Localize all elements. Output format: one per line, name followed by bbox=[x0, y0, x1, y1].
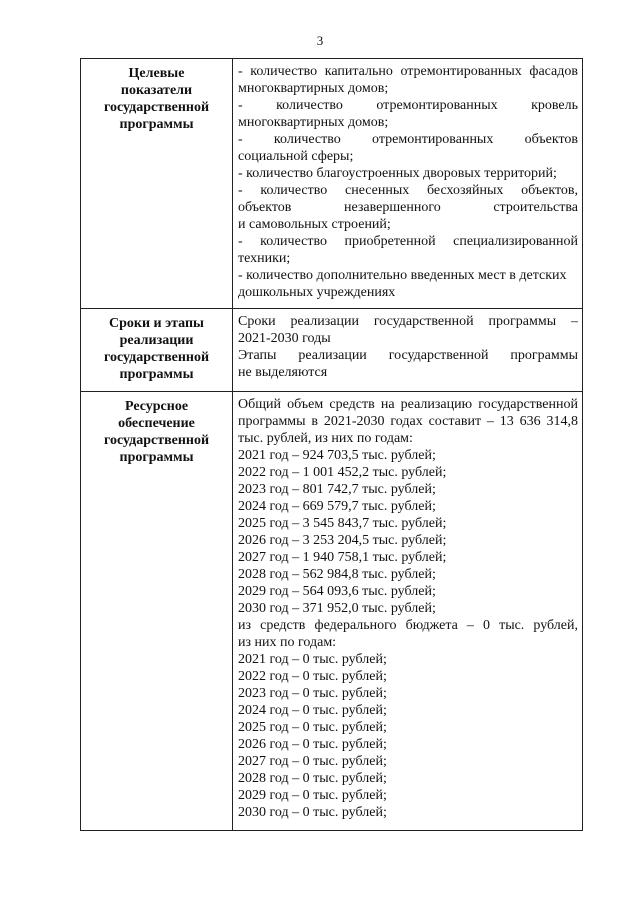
label-line: государственной bbox=[103, 433, 210, 448]
text-line: 2027 год – 1 940 758,1 тыс. рублей; bbox=[238, 550, 447, 565]
text-line: 2025 год – 0 тыс. рублей; bbox=[238, 720, 387, 735]
label-line: обеспечение bbox=[118, 416, 195, 431]
text-line: 2026 год – 0 тыс. рублей; bbox=[238, 737, 387, 752]
text-line: 2029 год – 0 тыс. рублей; bbox=[238, 788, 387, 803]
table-row-terms-stages bbox=[81, 309, 583, 392]
text-line: 2023 год – 0 тыс. рублей; bbox=[238, 686, 387, 701]
text-line: - количество капитально отремонтированных фасадов bbox=[238, 64, 578, 79]
text-line: 2027 год – 0 тыс. рублей; bbox=[238, 754, 387, 769]
row-label bbox=[81, 392, 233, 831]
text-line: 2028 год – 562 984,8 тыс. рублей; bbox=[238, 567, 436, 582]
text-line: не выделяются bbox=[238, 365, 328, 380]
label-line: программы bbox=[119, 450, 194, 465]
text-line: из средств федерального бюджета – 0 тыс. рублей, bbox=[238, 618, 578, 633]
text-line: - количество приобретенной специализированной bbox=[238, 234, 578, 249]
text-line: - количество отремонтированных кровель bbox=[238, 98, 578, 113]
label-line: Ресурсное bbox=[124, 399, 189, 414]
text-line: 2030 год – 0 тыс. рублей; bbox=[238, 805, 387, 820]
text-line: из них по годам: bbox=[238, 635, 337, 650]
table-row-resource-support bbox=[81, 392, 583, 831]
text-line: - количество благоустроенных дворовых территорий; bbox=[238, 166, 557, 181]
text-line: Общий объем средств на реализацию государственной bbox=[238, 397, 578, 412]
text-line: многоквартирных домов; bbox=[238, 115, 389, 130]
text-line: - количество отремонтированных объектов bbox=[238, 132, 578, 147]
label-line: показатели bbox=[120, 83, 193, 98]
text-line: программы в 2021-2030 годах составит – 13 636 314,8 bbox=[238, 414, 578, 429]
text-line: тыс. рублей, из них по годам: bbox=[238, 431, 413, 446]
text-line: 2030 год – 371 952,0 тыс. рублей; bbox=[238, 601, 436, 616]
text-line: - количество снесенных бесхозяйных объектов, bbox=[238, 183, 578, 198]
label-line: Целевые bbox=[128, 66, 185, 81]
program-passport-table bbox=[80, 58, 583, 831]
table-row-target-indicators bbox=[81, 59, 583, 309]
text-line: 2022 год – 0 тыс. рублей; bbox=[238, 669, 387, 684]
text-line: многоквартирных домов; bbox=[238, 81, 389, 96]
text-line: социальной сферы; bbox=[238, 149, 354, 164]
text-line: 2022 год – 1 001 452,2 тыс. рублей; bbox=[238, 465, 447, 480]
row-label bbox=[81, 309, 233, 392]
page-number: 3 bbox=[316, 33, 324, 48]
text-line: и самовольных строений; bbox=[238, 217, 391, 232]
text-line: 2021 год – 924 703,5 тыс. рублей; bbox=[238, 448, 436, 463]
row-value bbox=[233, 59, 583, 309]
text-line: 2021 год – 0 тыс. рублей; bbox=[238, 652, 387, 667]
text-line: - количество дополнительно введенных мест в детских bbox=[238, 268, 567, 283]
row-label bbox=[81, 59, 233, 309]
text-line: 2023 год – 801 742,7 тыс. рублей; bbox=[238, 482, 436, 497]
text-line: 2021-2030 годы bbox=[238, 331, 331, 346]
text-line: 2024 год – 0 тыс. рублей; bbox=[238, 703, 387, 718]
row-value bbox=[233, 392, 583, 831]
text-line: дошкольных учреждениях bbox=[238, 285, 396, 300]
text-line: Сроки реализации государственной программы – bbox=[238, 314, 578, 329]
text-line: 2029 год – 564 093,6 тыс. рублей; bbox=[238, 584, 436, 599]
label-line: Сроки и этапы bbox=[108, 316, 204, 331]
text-line: 2028 год – 0 тыс. рублей; bbox=[238, 771, 387, 786]
text-line: 2025 год – 3 545 843,7 тыс. рублей; bbox=[238, 516, 447, 531]
label-line: программы bbox=[119, 117, 194, 132]
label-line: государственной bbox=[103, 100, 210, 115]
label-line: реализации bbox=[119, 333, 194, 348]
text-line: 2026 год – 3 253 204,5 тыс. рублей; bbox=[238, 533, 447, 548]
text-line: 2024 год – 669 579,7 тыс. рублей; bbox=[238, 499, 436, 514]
text-line: техники; bbox=[238, 251, 291, 266]
label-line: государственной bbox=[103, 350, 210, 365]
row-value bbox=[233, 309, 583, 392]
text-line: Этапы реализации государственной программы bbox=[238, 348, 578, 363]
text-line: объектов незавершенного строительства bbox=[238, 200, 578, 215]
label-line: программы bbox=[119, 367, 194, 382]
